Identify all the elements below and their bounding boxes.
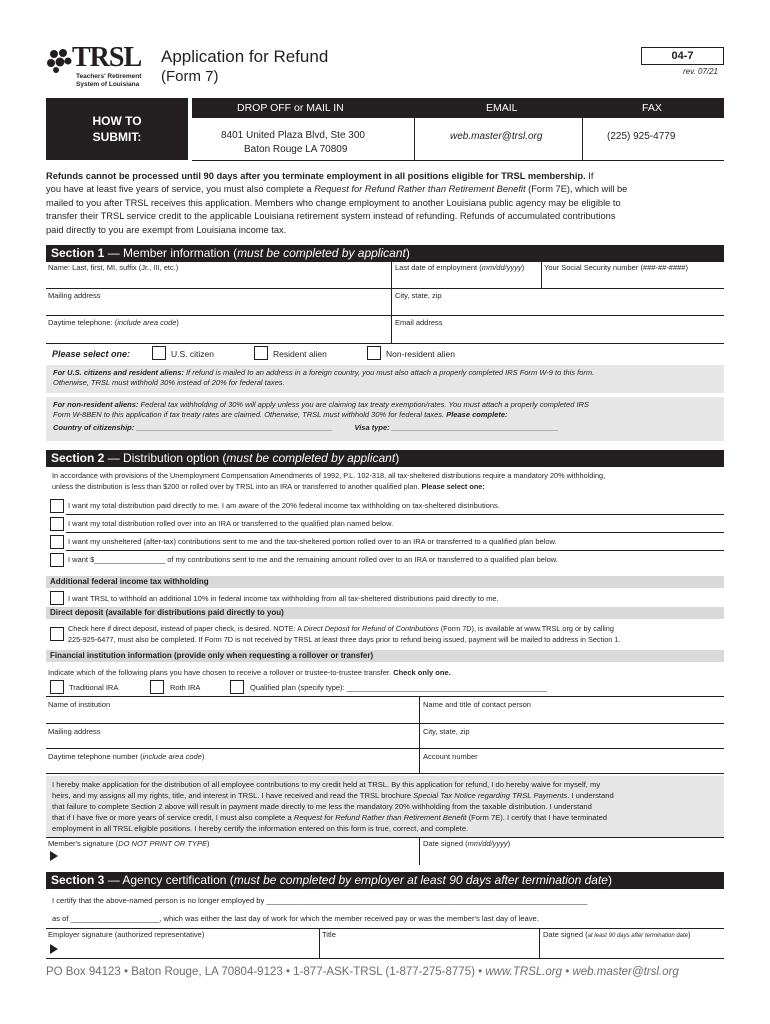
inst-mailing-field[interactable] bbox=[48, 727, 101, 736]
section3-dash: — Agency certification ( bbox=[104, 873, 234, 887]
institution-name-field[interactable] bbox=[48, 700, 110, 709]
mailing-address-field[interactable] bbox=[48, 291, 101, 300]
us-text: If refund is mailed to an address in a foreign country, you must also attach a properly completed IRS Form W-9 to this form. bbox=[183, 368, 595, 377]
intro-l1rest: If bbox=[585, 171, 594, 181]
name-field[interactable] bbox=[48, 263, 178, 272]
revision: rev. 07/21 bbox=[683, 67, 718, 76]
employer-signature-arrow-icon bbox=[50, 944, 58, 954]
non-resident-alien-label: Non-resident alien bbox=[386, 349, 455, 359]
page-title: Application for Refund bbox=[161, 47, 329, 66]
s2-intro2b: Please select one: bbox=[421, 482, 485, 491]
employer-title-field[interactable] bbox=[322, 930, 336, 939]
footer-sep: • bbox=[562, 966, 573, 978]
email-head: EMAIL bbox=[486, 102, 518, 114]
option3-checkbox[interactable] bbox=[50, 535, 64, 549]
submit-header-bar bbox=[192, 98, 724, 118]
cert4a: that if I have five or more years of service credit, I must also complete a bbox=[52, 813, 294, 822]
inst-phone-i: include area code bbox=[142, 752, 202, 761]
inst-city-field[interactable] bbox=[423, 727, 470, 736]
roth-ira-checkbox[interactable] bbox=[150, 680, 164, 694]
agency-line2[interactable]: as of _____________________, which was either the last day of work for which the member received pay or was the member's last day of leave. bbox=[52, 914, 539, 923]
last-date-close: ) bbox=[521, 263, 525, 272]
intro-bold: Refunds cannot be processed until 90 days after you terminate employment in all positions eligible for TRSL membership. bbox=[46, 171, 586, 181]
s3-date-a: Date signed ( bbox=[543, 930, 588, 939]
s2-intro1: In accordance with provisions of the Unemployment Compensation Amendments of 1992, P.L. 102-318, all tax-sheltered distributions require a mandatory 20% withholding, bbox=[52, 471, 606, 480]
nr-complete: Please complete: bbox=[446, 410, 508, 419]
option1-label: I want my total distribution paid directly to me. I am aware of the 20% federal income tax withholding on tax-sheltered distributions. bbox=[68, 501, 500, 510]
nr-text: Federal tax withholding of 30% will apply unless you are claiming tax treaty exemption/rates. You must attach a properly completed IRS bbox=[138, 400, 589, 409]
city-label: City, state, zip bbox=[395, 291, 442, 300]
cert4i: Request for Refund Rather than Retirement Benefit bbox=[293, 813, 467, 822]
cert2i: Special Tax Notice regarding TRSL Payments bbox=[413, 791, 568, 800]
traditional-ira-checkbox[interactable] bbox=[50, 680, 64, 694]
sig-b: ) bbox=[206, 839, 210, 848]
resident-alien-label: Resident alien bbox=[273, 349, 327, 359]
email-label: Email address bbox=[395, 318, 443, 327]
section1-close: ) bbox=[405, 246, 410, 260]
ssn-field[interactable] bbox=[544, 263, 688, 272]
addl-withholding-head: Additional federal income tax withholding bbox=[46, 576, 724, 588]
address-line1: 8401 United Plaza Blvd, Ste 300 bbox=[221, 130, 365, 141]
section2-dash: — Distribution option ( bbox=[104, 451, 227, 465]
intro-paragraph bbox=[46, 170, 726, 237]
section1-bar bbox=[46, 245, 724, 262]
section1-title: Section 1 bbox=[51, 246, 105, 260]
cert4b: (Form 7E). I certify that I have terminated bbox=[466, 813, 608, 822]
fin-intro-bold: Check only one. bbox=[393, 668, 451, 677]
footer-url[interactable]: www.TRSL.org bbox=[485, 966, 563, 978]
option1-checkbox[interactable] bbox=[50, 499, 64, 513]
section3-bar bbox=[46, 872, 724, 889]
section3-italic: must be completed by employer at least 90 days after termination date bbox=[233, 873, 608, 887]
fin-intro-text: Indicate which of the following plans you have chosen to receive a rollover or trustee-to-trustee transfer. bbox=[48, 668, 394, 677]
flower-icon bbox=[46, 48, 74, 74]
cert3: that failure to complete Section 2 above will result in payment made directly to me less the mandatory 20% withholding from the taxable distribution. I understand bbox=[52, 802, 592, 811]
intro-l2a: you have at least five years of service, you must also complete a bbox=[46, 184, 315, 195]
intro-l4: transfer their TRSL service credit to the applicable Louisiana retirement system instead of refunding. Refunds of accumulated contributions bbox=[46, 211, 616, 222]
country-label[interactable]: Country of citizenship: _______________________________________________ bbox=[53, 423, 333, 432]
cert2a: heirs, and my assigns all my rights, title, and interest in TRSL. I have received and read the TRSL brochure bbox=[52, 791, 414, 800]
intro-l3: mailed to you after TRSL receives this application. Members who change employment to another Louisiana public agency may be eligible to bbox=[46, 197, 621, 208]
direct-deposit-checkbox[interactable] bbox=[50, 627, 64, 641]
us-bold: For U.S. citizens and resident aliens: bbox=[53, 368, 184, 377]
account-label: Account number bbox=[423, 752, 478, 761]
s2-intro2: unless the distribution is less than $200 or rolled over by TRSL into an IRA or transferred to another qualified plan. bbox=[52, 482, 422, 491]
sig-i: DO NOT PRINT OR TYPE bbox=[118, 839, 207, 848]
account-number-field[interactable] bbox=[423, 752, 478, 761]
name-label: Name: Last, first, MI, suffix (Jr., III, etc.) bbox=[48, 263, 179, 272]
ssn-label: Your Social Security number (###-##-####) bbox=[544, 263, 688, 272]
page-subtitle: (Form 7) bbox=[161, 68, 219, 85]
section2-title: Section 2 bbox=[51, 451, 105, 465]
footer bbox=[46, 966, 724, 978]
qualified-plan-checkbox[interactable] bbox=[230, 680, 244, 694]
financial-institution-head: Financial institution information (provide only when requesting a rollover or transfer) bbox=[46, 650, 724, 662]
s3-date-i: at least 90 days after termination date bbox=[587, 933, 689, 939]
date-a: Date signed ( bbox=[423, 839, 468, 848]
section2-bar bbox=[46, 450, 724, 467]
phone-label: Daytime telephone: ( bbox=[48, 318, 118, 327]
address-line2: Baton Rouge LA 70809 bbox=[244, 144, 348, 155]
nr-bold: For non-resident aliens: bbox=[53, 400, 139, 409]
date-b: ) bbox=[507, 839, 511, 848]
section3-close: ) bbox=[607, 873, 612, 887]
fax-head: FAX bbox=[642, 102, 662, 114]
phone-italic: include area code bbox=[117, 318, 177, 327]
phone-close: ) bbox=[176, 318, 179, 327]
form-number-box bbox=[641, 47, 724, 65]
direct-deposit-text bbox=[68, 624, 620, 645]
cert2b: . I understand bbox=[567, 791, 614, 800]
option2-checkbox[interactable] bbox=[50, 517, 64, 531]
footer-address: PO Box 94123 • Baton Rouge, LA 70804-9123 • 1-877-ASK-TRSL (1-877-275-8775) • bbox=[46, 966, 486, 978]
roth-ira-label: Roth IRA bbox=[170, 683, 201, 692]
certification-text bbox=[52, 779, 614, 834]
mailing-label: Mailing address bbox=[48, 291, 101, 300]
resident-alien-checkbox[interactable] bbox=[254, 346, 268, 360]
trsl-logo bbox=[46, 44, 156, 90]
dropoff-head: DROP OFF or MAIL IN bbox=[237, 102, 344, 114]
member-date-field[interactable] bbox=[423, 839, 510, 848]
logo-line2: System of Louisiana bbox=[76, 81, 140, 88]
intro-l5: paid directly to you are exempt from Louisiana income tax. bbox=[46, 224, 287, 235]
emp-sig-label: Employer signature (authorized representative) bbox=[48, 930, 205, 939]
submit-email[interactable]: web.master@trsl.org bbox=[450, 131, 543, 142]
section2-italic: must be completed by applicant bbox=[226, 451, 396, 465]
contact-person-field[interactable] bbox=[423, 700, 531, 709]
submit-fax: (225) 925-4779 bbox=[607, 131, 676, 142]
inst-phone-a: Daytime telephone number ( bbox=[48, 752, 143, 761]
option2-label: I want my total distribution rolled over into an IRA or transferred to the qualified plan named below. bbox=[68, 519, 394, 528]
phone-field[interactable] bbox=[48, 318, 179, 327]
signature-arrow-icon bbox=[50, 851, 58, 861]
logo-name: TRSL bbox=[72, 42, 142, 73]
contact-label: Name and title of contact person bbox=[423, 700, 531, 709]
s3-date-b: ) bbox=[688, 930, 691, 939]
dd-text1a: Check here if direct deposit, instead of paper check, is desired. NOTE: A bbox=[68, 624, 304, 633]
section2-intro bbox=[52, 470, 605, 492]
addl-withholding-checkbox[interactable] bbox=[50, 591, 64, 605]
dd-text1i: Direct Deposit for Refund of Contributions bbox=[303, 624, 439, 633]
intro-l2i: Request for Refund Rather than Retirement Benefit bbox=[314, 184, 526, 195]
option4-checkbox[interactable] bbox=[50, 553, 64, 567]
member-signature-field[interactable] bbox=[48, 839, 209, 848]
dd-text1b: (Form 7D), is available at www.TRSL.org or by calling bbox=[438, 624, 614, 633]
inst-city-label: City, state, zip bbox=[423, 727, 470, 736]
us-citizen-checkbox[interactable] bbox=[152, 346, 166, 360]
cert1: I hereby make application for the distribution of all employee contributions to my credit held at TRSL. By this application for refund, I do hereby waive for myself, my bbox=[52, 780, 601, 789]
inst-phone-field[interactable] bbox=[48, 752, 204, 761]
non-resident-alien-checkbox[interactable] bbox=[367, 346, 381, 360]
how-to-submit bbox=[46, 98, 188, 160]
non-resident-note bbox=[46, 397, 724, 441]
section3-title: Section 3 bbox=[51, 873, 105, 887]
inst-name-label: Name of institution bbox=[48, 700, 111, 709]
addl-withholding-label: I want TRSL to withhold an additional 10% in federal income tax withholding from all tax-sheltered distributions paid directly to me. bbox=[68, 594, 499, 603]
intro-l2b: (Form 7E), which will be bbox=[525, 184, 628, 195]
direct-deposit-head: Direct deposit (available for distributions paid directly to you) bbox=[46, 607, 724, 619]
select-label: Please select one: bbox=[52, 349, 131, 359]
city-state-zip-field[interactable] bbox=[395, 291, 442, 300]
email-address-field[interactable] bbox=[395, 318, 443, 327]
section1-italic: must be completed by applicant bbox=[237, 246, 406, 260]
visa-label[interactable]: Visa type: ________________________________________ bbox=[354, 423, 559, 432]
last-date-label: Last date of employment ( bbox=[395, 263, 482, 272]
option3-label: I want my unsheltered (after-tax) contributions sent to me and the tax-sheltered portion rolled over to an IRA or transferred to a qualified plan below. bbox=[68, 537, 557, 546]
us-text2: Otherwise, TRSL must withhold 30% instead of 20% for federal taxes. bbox=[53, 378, 285, 387]
dd-text2: 225-925-6477, must also be completed. If Form 7D is not received by TRSL at least three days prior to refund being issued, payment will be mailed to address in Section 1. bbox=[68, 634, 621, 644]
fin-intro bbox=[48, 668, 451, 677]
date-i: mm/dd/yyyy bbox=[467, 839, 508, 848]
option4-label[interactable]: I want $_________________ of my contributions sent to me and the remaining amount rolled over to an IRA or transferred to a qualified plan below. bbox=[68, 555, 558, 564]
inst-phone-b: ) bbox=[201, 752, 205, 761]
employer-date-field[interactable] bbox=[543, 930, 691, 939]
last-date-field[interactable] bbox=[395, 263, 524, 272]
footer-email[interactable]: web.master@trsl.org bbox=[572, 966, 679, 978]
form-number: 04-7 bbox=[671, 50, 694, 62]
us-citizen-label: U.S. citizen bbox=[171, 349, 214, 359]
how-to-line1: HOW TO bbox=[92, 114, 142, 128]
logo-line1: Teachers' Retirement bbox=[76, 73, 142, 80]
qualified-plan-label[interactable]: Qualified plan (specify type): ________________________________________________ bbox=[250, 683, 547, 692]
section1-dash: — Member information ( bbox=[104, 246, 238, 260]
last-date-fmt: mm/dd/yyyy bbox=[481, 263, 522, 272]
cert5: employment in all TRSL eligible positions. I hereby certify the information entered on this form is true, correct, and complete. bbox=[52, 824, 469, 833]
how-to-line2: SUBMIT: bbox=[92, 130, 142, 144]
nr-text2: Form W-8BEN to this application if tax treaty rates are claimed. Otherwise, TRSL must withhold 30% for federal taxes. bbox=[53, 410, 447, 419]
section2-close: ) bbox=[395, 451, 400, 465]
agency-line1[interactable]: I certify that the above-named person is no longer employed by ____________________________________________________________________________ bbox=[52, 896, 588, 905]
us-citizen-note bbox=[46, 365, 724, 393]
sig-a: Member's signature ( bbox=[48, 839, 119, 848]
traditional-ira-label: Traditional IRA bbox=[69, 683, 119, 692]
title-label: Title bbox=[322, 930, 336, 939]
employer-signature-field[interactable] bbox=[48, 930, 204, 939]
inst-mailing-label: Mailing address bbox=[48, 727, 101, 736]
